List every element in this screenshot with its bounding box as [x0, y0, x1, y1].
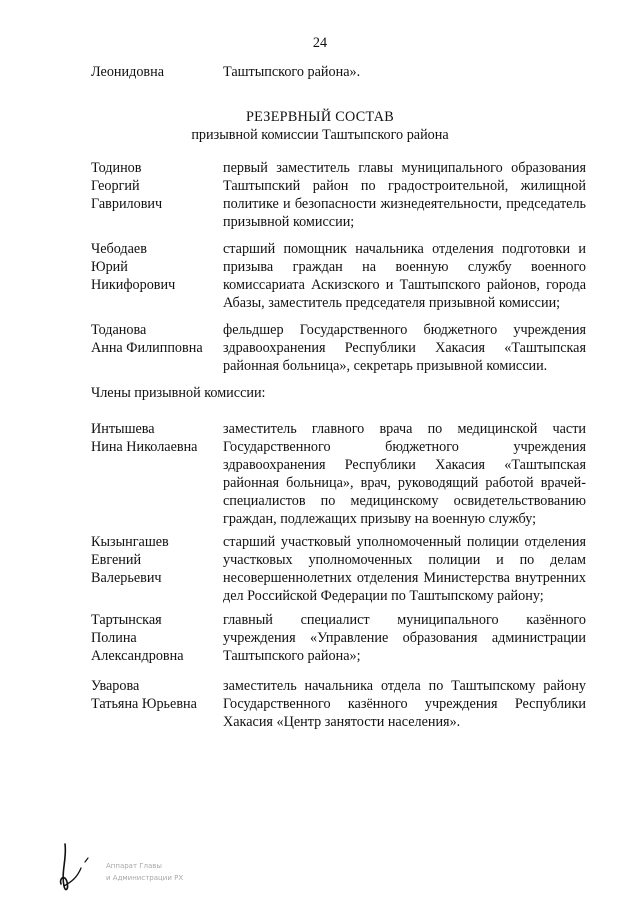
member-name	[91, 677, 221, 713]
name-line: Гаврилович	[91, 196, 163, 212]
stamp-line: Аппарат Главы	[106, 862, 162, 870]
name-line: Чебодаев	[91, 241, 147, 257]
name-line: Тоданова	[91, 322, 147, 338]
name-line: Никифорович	[91, 277, 176, 293]
member-name	[91, 321, 221, 357]
member-description: старший участковый уполномоченный полиции отделения участковых уполномоченных полиции и по делам несовершеннолетних отделения Министерства внутренних дел Российской Федерации по Таштыпскому району;	[223, 534, 586, 604]
page-number: 24	[312, 35, 328, 51]
member-description: старший помощник начальника отделения подготовки и призыва граждан на военную службу военного комиссариата Аскизского и Таштыпского районов, города Абазы, заместитель председателя призывной комиссии;	[223, 241, 586, 311]
member-description: заместитель главного врача по медицинской части Государственного бюджетного учреждения здравоохранения Республики Хакасия «Таштыпская районная больница», врач, руководящий работой врачей-специалистов по медицинскому освидетельствованию граждан, подлежащих призыву на военную службу;	[223, 421, 586, 527]
name-line: Татьяна Юрьевна	[91, 696, 197, 712]
member-name	[91, 533, 221, 587]
name-line: Валерьевич	[91, 570, 162, 586]
section-title: РЕЗЕРВНЫЙ СОСТАВ	[245, 109, 395, 125]
name-line: Нина Николаевна	[91, 439, 198, 455]
signature-mark	[55, 838, 97, 898]
member-description: первый заместитель главы муниципального образования Таштыпский район по градостроительной, жилищной политике и безопасности жизнедеятельности, председатель призывной комиссии;	[223, 160, 586, 230]
name-line: Анна Филипповна	[91, 340, 203, 356]
member-name	[91, 159, 221, 213]
member-name	[91, 240, 221, 294]
intro-text: Таштыпского района».	[223, 64, 361, 80]
name-line: Интышева	[91, 421, 155, 437]
name-line: Тартынская	[91, 612, 162, 628]
member-description: фельдшер Государственного бюджетного учреждения здравоохранения Республики Хакасия «Таштыпская районная больница», секретарь призывной комиссии.	[223, 322, 586, 374]
name-line: Уварова	[91, 678, 140, 694]
name-line: Александровна	[91, 648, 184, 664]
member-description: заместитель начальника отдела по Таштыпскому району Государственного казённого учреждения Республики Хакасия «Центр занятости населения».	[223, 678, 586, 730]
name-line: Евгений	[91, 552, 142, 568]
name-line: Георгий	[91, 178, 140, 194]
stamp-text	[106, 860, 196, 884]
stamp-line: и Администрации РХ	[106, 874, 184, 882]
section-subtitle: призывной комиссии Таштыпского района	[191, 127, 449, 143]
intro-name: Леонидовна	[91, 64, 165, 80]
name-line: Юрий	[91, 259, 128, 275]
member-description: главный специалист муниципального казённого учреждения «Управление образования администрации Таштыпского района»;	[223, 612, 586, 664]
name-line: Кызынгашев	[91, 534, 169, 550]
members-heading: Члены призывной комиссии:	[91, 385, 266, 401]
member-name	[91, 420, 221, 456]
member-name	[91, 611, 221, 665]
name-line: Тодинов	[91, 160, 142, 176]
name-line: Полина	[91, 630, 137, 646]
